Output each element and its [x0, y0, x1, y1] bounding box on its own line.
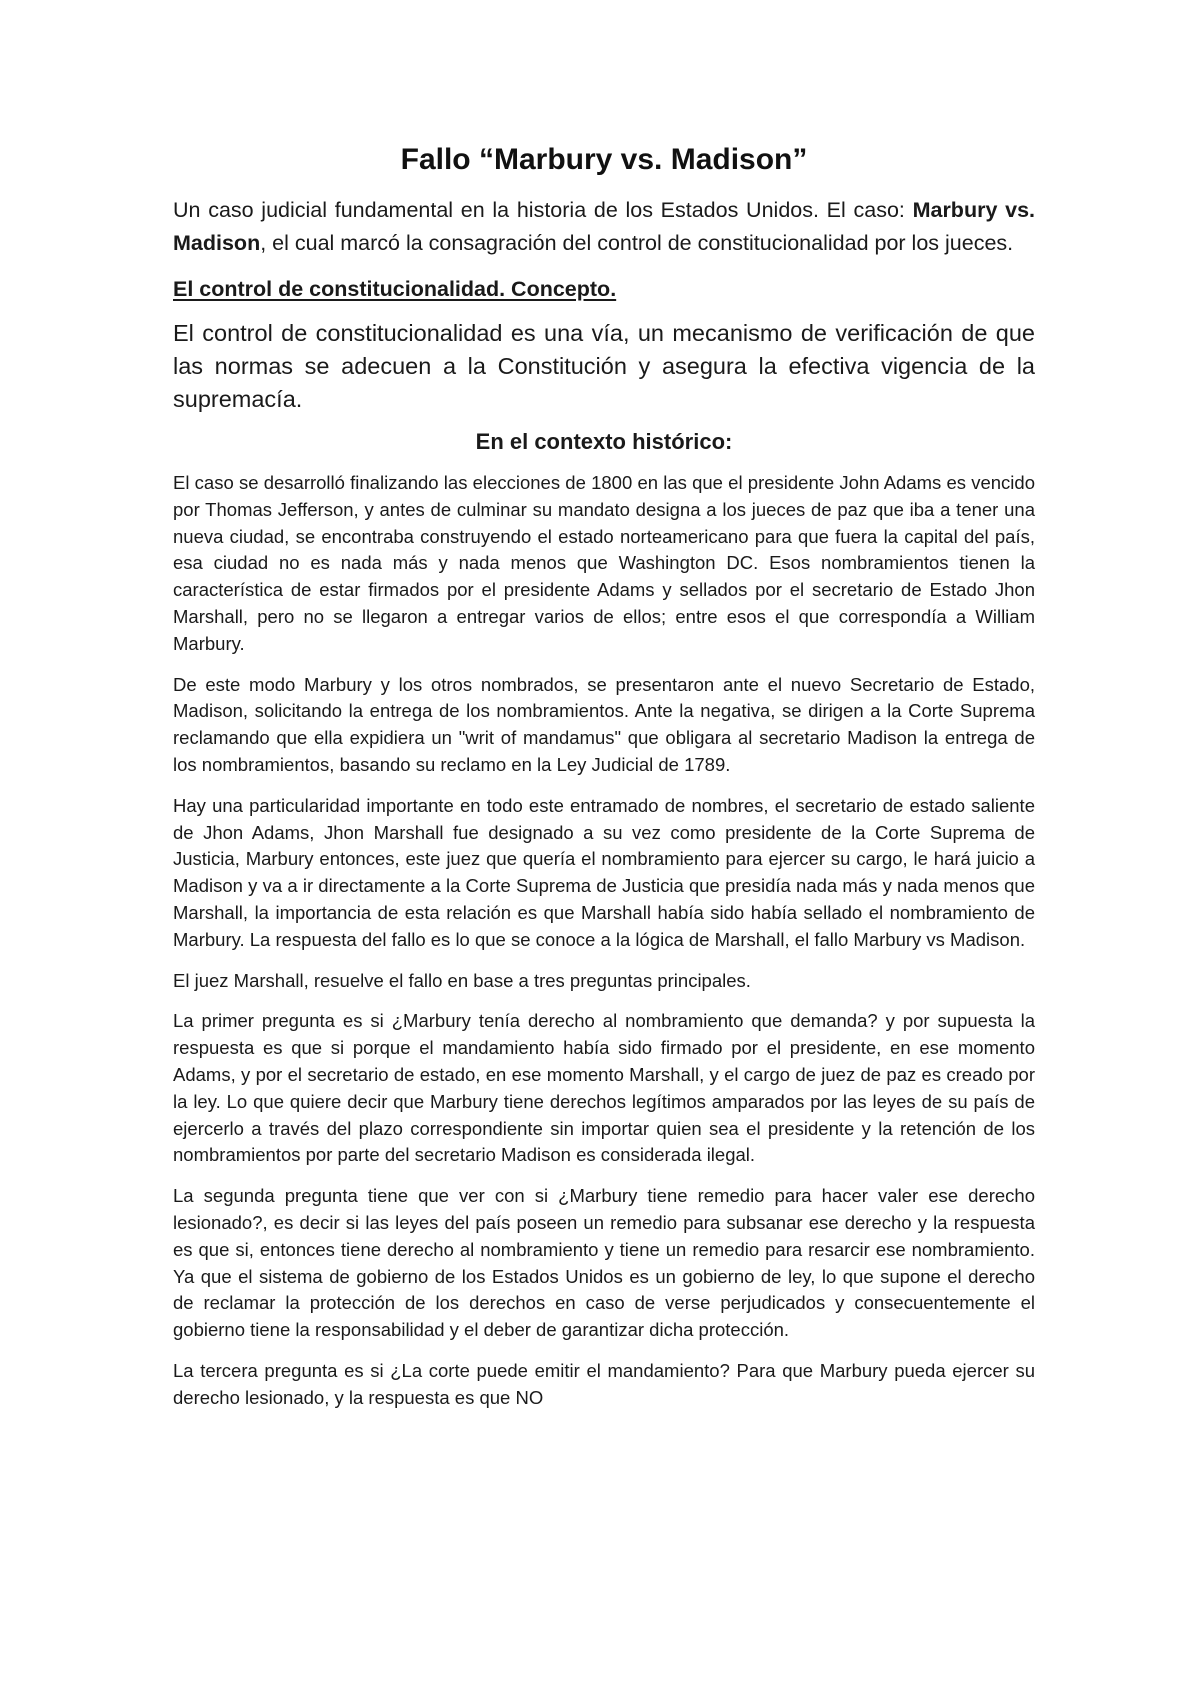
body-paragraph-2: De este modo Marbury y los otros nombrados, se presentaron ante el nuevo Secretario de Estado, Madison, solicitando la entrega de los nombramientos. Ante la negativa, se dirigen a la Corte Suprema reclamando que ella expidiera un "writ of mandamus" que obligara al secretario Madison la entrega de los nombramientos, basando su reclamo en la Ley Judicial de 1789. [173, 673, 1035, 775]
document-page [173, 140, 1035, 1412]
intro-text-end: , el cual marcó la consagración del control de constitucionalidad por los jueces. [260, 230, 1014, 255]
body-paragraph-3: Hay una particularidad importante en todo este entramado de nombres, el secretario de estado saliente de Jhon Adams, Jhon Marshall fue designado a su vez como presidente de la Corte Suprema de Justicia, Marbury entonces, este juez que quería el nombramiento para ejercer su cargo, le hará juicio a Madison y va a ir directamente a la Corte Suprema de Justicia que presidía nada más y nada menos que Marshall, la importancia de esta relación es que Marshall había sido había sellado el nombramiento de Marbury. La respuesta del fallo es lo que se conoce a la lógica de Marshall, el fallo Marbury vs Madison. [173, 794, 1035, 950]
body-paragraph-5: La primer pregunta es si ¿Marbury tenía derecho al nombramiento que demanda? y por supuesta la respuesta es que si porque el mandamiento había sido firmado por el presidente, en ese momento Adams, y por el secretario de estado, en ese momento Marshall, y el cargo de juez de paz es creado por la ley. Lo que quiere decir que Marbury tiene derechos legítimos amparados por las leyes de su país de ejercerlo a través del plazo correspondiente sin importar quien sea el presidente y la retención de los nombramientos por parte del secretario Madison es considerada ilegal. [173, 1010, 1035, 1166]
body-paragraph-7: La tercera pregunta es si ¿La corte puede emitir el mandamiento? Para que Marbury pueda ejercer su derecho lesionado, y la respuesta es que NO [173, 1359, 1035, 1408]
intro-paragraph [173, 194, 1035, 259]
section-heading: El control de constitucionalidad. Concepto. [173, 277, 617, 301]
body-paragraph-6: La segunda pregunta tiene que ver con si ¿Marbury tiene remedio para hacer valer ese derecho lesionado?, es decir si las leyes del país poseen un remedio para subsanar ese derecho y la respuesta es que si, entonces tiene derecho al nombramiento y tiene un remedio para resarcir ese nombramiento. Ya que el sistema de gobierno de los Estados Unidos es un gobierno de ley, lo que supone el derecho de reclamar la protección de los derechos en caso de verse perjudicados y consecuentemente el gobierno tiene la responsabilidad y el deber de garantizar dicha protección. [173, 1185, 1035, 1341]
intro-case-name: Marbury vs. Madison [173, 198, 1035, 255]
body-paragraph-4: El juez Marshall, resuelve el fallo en base a tres preguntas principales. [173, 969, 751, 991]
document-title: Fallo “Marbury vs. Madison” [400, 143, 808, 176]
definition-paragraph: El control de constitucionalidad es una vía, un mecanismo de verificación de que las normas se adecuen a la Constitución y asegura la efectiva vigencia de la supremacía. [173, 320, 1035, 412]
context-heading: En el contexto histórico: [475, 429, 733, 454]
intro-text-start: Un caso judicial fundamental en la historia de los Estados Unidos. El caso: [173, 198, 913, 222]
body-paragraph-1: El caso se desarrolló finalizando las elecciones de 1800 en las que el presidente John Adams es vencido por Thomas Jefferson, y antes de culminar su mandato designa a los jueces de paz que iba a tener una nueva ciudad, se encontraba construyendo el estado norteamericano para que fuera la capital del país, esa ciudad no es nada más y nada menos que Washington DC. Esos nombramientos tienen la característica de estar firmados por el presidente Adams y sellados por el secretario de Estado Jhon Marshall, pero no se llegaron a entregar varios de ellos; entre esos el que correspondía a William Marbury. [173, 472, 1035, 654]
